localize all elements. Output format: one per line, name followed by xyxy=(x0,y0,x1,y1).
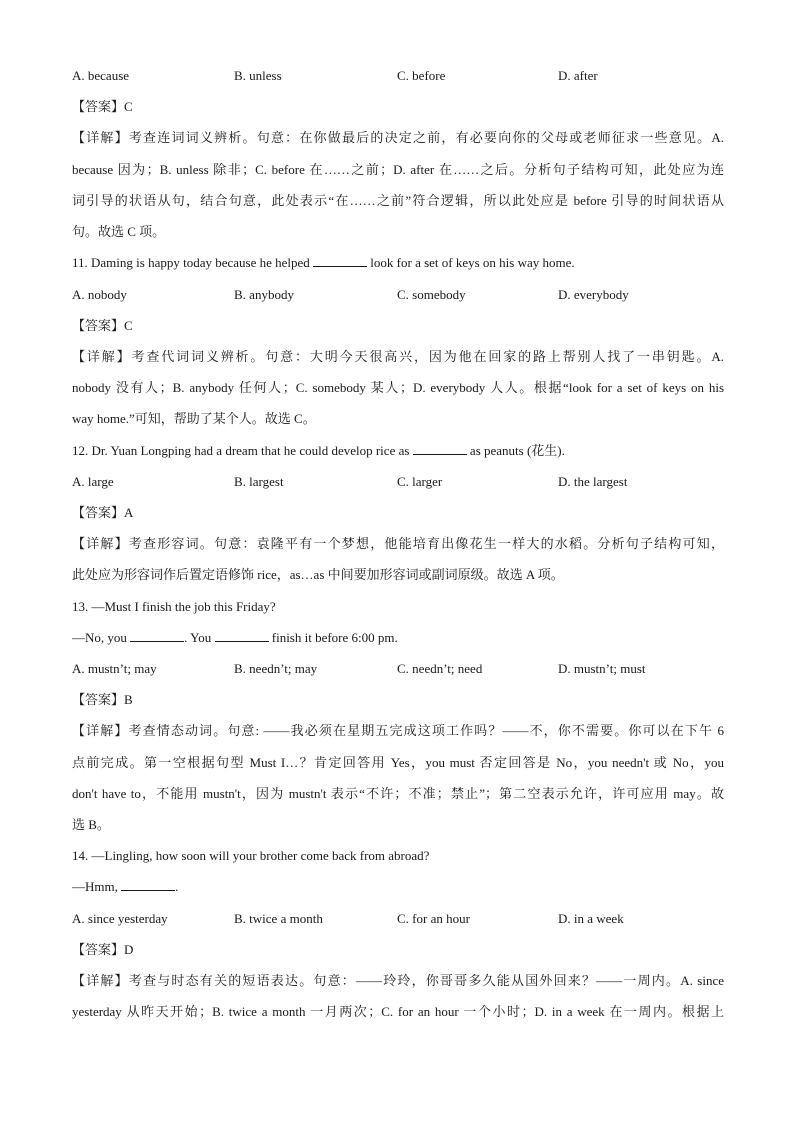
q10-explanation-line-3: 词引导的状语从句，结合句意，此处表示“在……之前”符合逻辑，所以此处应是 before 引导的时间状语从 xyxy=(72,193,724,208)
q14-stem-part-a: —Hmm, xyxy=(72,879,122,894)
q14-stem-line-2 xyxy=(72,878,724,896)
q11-explanation-line-3: way home.”可知，帮助了某个人。故选 C。 xyxy=(72,411,316,426)
q12-option-d: D. the largest xyxy=(558,474,628,489)
q11-stem-before: 11. Daming is happy today because he helped xyxy=(72,255,314,270)
q12-stem-before: 12. Dr. Yuan Longping had a dream that he could develop rice as xyxy=(72,443,413,458)
q11-stem xyxy=(72,254,724,272)
q10-option-b: B. unless xyxy=(234,68,282,83)
q11-answer: 【答案】C xyxy=(72,318,133,333)
q13-explanation-line-3: don't have to，不能用 mustn't，因为 mustn't 表示“不许；不准；禁止”；第二空表示允许，许可应用 may。故 xyxy=(72,786,724,801)
q14-option-a: A. since yesterday xyxy=(72,911,168,926)
q14-answer: 【答案】D xyxy=(72,942,134,957)
q12-blank xyxy=(413,442,467,455)
q12-stem-after: as peanuts (花生). xyxy=(466,443,565,458)
q14-option-b: B. twice a month xyxy=(234,911,323,926)
q12-answer: 【答案】A xyxy=(72,505,134,520)
q14-option-c: C. for an hour xyxy=(397,911,470,926)
q11-option-b: B. anybody xyxy=(234,287,294,302)
q10-option-a: A. because xyxy=(72,68,130,83)
q13-explanation-line-4: 选 B。 xyxy=(72,817,110,832)
q13-answer: 【答案】B xyxy=(72,692,133,707)
q12-option-a: A. large xyxy=(72,474,114,489)
q13-option-b: B. needn’t; may xyxy=(234,661,318,676)
q11-option-a: A. nobody xyxy=(72,287,127,302)
q13-explanation-line-2: 点前完成。第一空根据句型 Must I…？肯定回答用 Yes，you must 否定回答是 No，you needn't 或 No，you xyxy=(72,755,724,770)
q13-option-d: D. mustn’t; must xyxy=(558,661,646,676)
q13-stem-part-a: —No, you xyxy=(72,630,131,645)
q12-explanation-line-2: 此处应为形容词作后置定语修饰 rice，as…as 中间要加形容词或副词原级。故选 A 项。 xyxy=(72,567,564,582)
q11-blank xyxy=(313,254,367,267)
q13-stem-part-c: finish it before 6:00 pm. xyxy=(268,630,398,645)
q14-stem-line-1: 14. —Lingling, how soon will your brother come back from abroad? xyxy=(72,848,430,863)
q12-stem xyxy=(72,442,724,460)
q13-option-c: C. needn’t; need xyxy=(397,661,483,676)
q10-option-c: C. before xyxy=(397,68,446,83)
q14-explanation-line-2: yesterday 从昨天开始；B. twice a month 一月两次；C. for an hour 一个小时；D. in a week 在一周内。根据上 xyxy=(72,1004,724,1019)
q12-explanation-line-1: 【详解】考查形容词。句意：袁隆平有一个梦想，他能培育出像花生一样大的水稻。分析句子结构可知， xyxy=(72,536,724,551)
q11-option-c: C. somebody xyxy=(397,287,466,302)
q13-blank-2 xyxy=(215,629,269,642)
q11-stem-after: look for a set of keys on his way home. xyxy=(367,255,575,270)
q14-stem-part-b: . xyxy=(175,879,179,894)
q13-stem-line-2 xyxy=(72,629,724,647)
q11-explanation-line-2: nobody 没有人；B. anybody 任何人；C. somebody 某人；D. everybody 人人。根据“look for a set of keys on his xyxy=(72,380,724,395)
q10-explanation-line-4: 句。故选 C 项。 xyxy=(72,224,166,239)
q10-answer: 【答案】C xyxy=(72,99,133,114)
q13-stem-part-b: . You xyxy=(184,630,215,645)
q13-blank-1 xyxy=(130,629,184,642)
q14-explanation-line-1: 【详解】考查与时态有关的短语表达。句意：——玲玲，你哥哥多久能从国外回来？——一周内。A. since xyxy=(72,973,724,988)
q10-explanation-line-1: 【详解】考查连词词义辨析。句意：在你做最后的决定之前，有必要向你的父母或老师征求一些意见。A. xyxy=(72,130,724,145)
q13-stem-line-1: 13. —Must I finish the job this Friday? xyxy=(72,599,276,614)
q13-option-a: A. mustn’t; may xyxy=(72,661,157,676)
q11-explanation-line-1: 【详解】考查代词词义辨析。句意：大明今天很高兴，因为他在回家的路上帮别人找了一串钥匙。A. xyxy=(72,349,724,364)
q12-option-b: B. largest xyxy=(234,474,284,489)
q11-option-d: D. everybody xyxy=(558,287,629,302)
q10-explanation-line-2: because 因为；B. unless 除非；C. before 在……之前；D. after 在……之后。分析句子结构可知，此处应为连 xyxy=(72,162,724,177)
q10-option-d: D. after xyxy=(558,68,598,83)
q12-option-c: C. larger xyxy=(397,474,443,489)
q14-option-d: D. in a week xyxy=(558,911,624,926)
q13-explanation-line-1: 【详解】考查情态动词。句意: ——我必须在星期五完成这项工作吗？——不，你不需要。你可以在下午 6 xyxy=(72,723,724,738)
q14-blank xyxy=(121,878,175,891)
